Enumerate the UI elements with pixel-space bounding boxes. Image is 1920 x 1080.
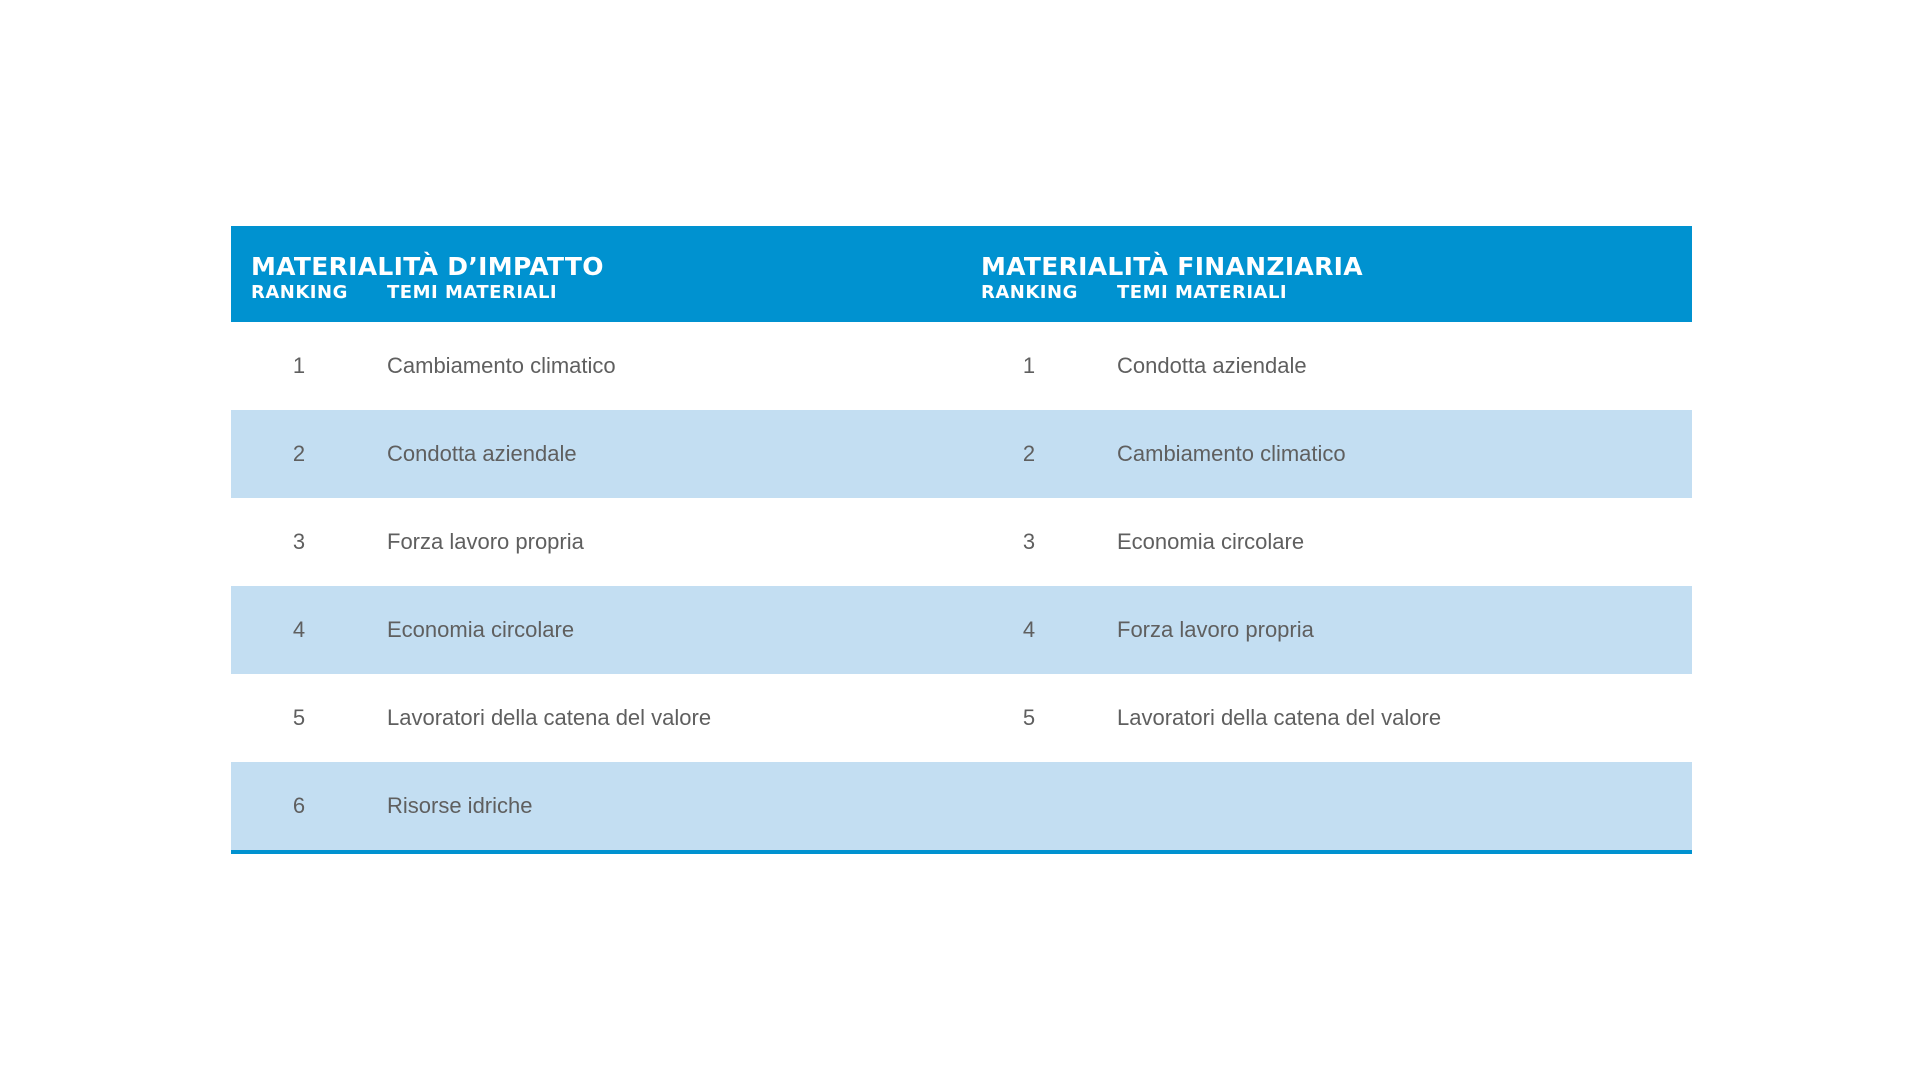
impact-theme: Lavoratori della catena del valore <box>387 705 712 730</box>
impact-theme: Condotta aziendale <box>387 441 577 466</box>
financial-theme: Economia circolare <box>1117 529 1305 554</box>
table-header <box>231 226 1692 322</box>
table-row <box>231 586 1692 674</box>
table-body <box>231 322 1692 850</box>
financial-rank: 4 <box>1022 617 1036 642</box>
financial-theme: Condotta aziendale <box>1117 353 1307 378</box>
table-row <box>231 410 1692 498</box>
financial-col-themes: TEMI MATERIALI <box>1117 282 1288 303</box>
financial-title: MATERIALITÀ FINANZIARIA <box>981 252 1363 281</box>
financial-theme: Cambiamento climatico <box>1117 441 1346 466</box>
table-row <box>231 674 1692 762</box>
bottom-rule <box>231 850 1692 854</box>
impact-theme: Economia circolare <box>387 617 575 642</box>
financial-rank: 5 <box>1022 705 1036 730</box>
financial-rank: 1 <box>1022 353 1036 378</box>
impact-title: MATERIALITÀ D’IMPATTO <box>251 252 604 281</box>
materiality-table <box>231 226 1692 854</box>
impact-rank: 4 <box>292 617 306 642</box>
impact-rank: 3 <box>292 529 306 554</box>
impact-rank: 6 <box>292 793 306 818</box>
impact-theme: Cambiamento climatico <box>387 353 616 378</box>
financial-theme: Lavoratori della catena del valore <box>1117 705 1442 730</box>
impact-rank: 1 <box>292 353 306 378</box>
financial-rank: 2 <box>1022 441 1036 466</box>
impact-col-ranking: RANKING <box>251 282 348 303</box>
table-row <box>231 762 1692 850</box>
impact-rank: 2 <box>292 441 306 466</box>
financial-col-ranking: RANKING <box>981 282 1078 303</box>
impact-rank: 5 <box>292 705 306 730</box>
financial-rank: 3 <box>1022 529 1036 554</box>
table-row <box>231 498 1692 586</box>
impact-theme: Risorse idriche <box>387 793 533 818</box>
financial-theme: Forza lavoro propria <box>1117 617 1314 642</box>
table-row <box>231 322 1692 410</box>
impact-theme: Forza lavoro propria <box>387 529 584 554</box>
impact-col-themes: TEMI MATERIALI <box>387 282 558 303</box>
